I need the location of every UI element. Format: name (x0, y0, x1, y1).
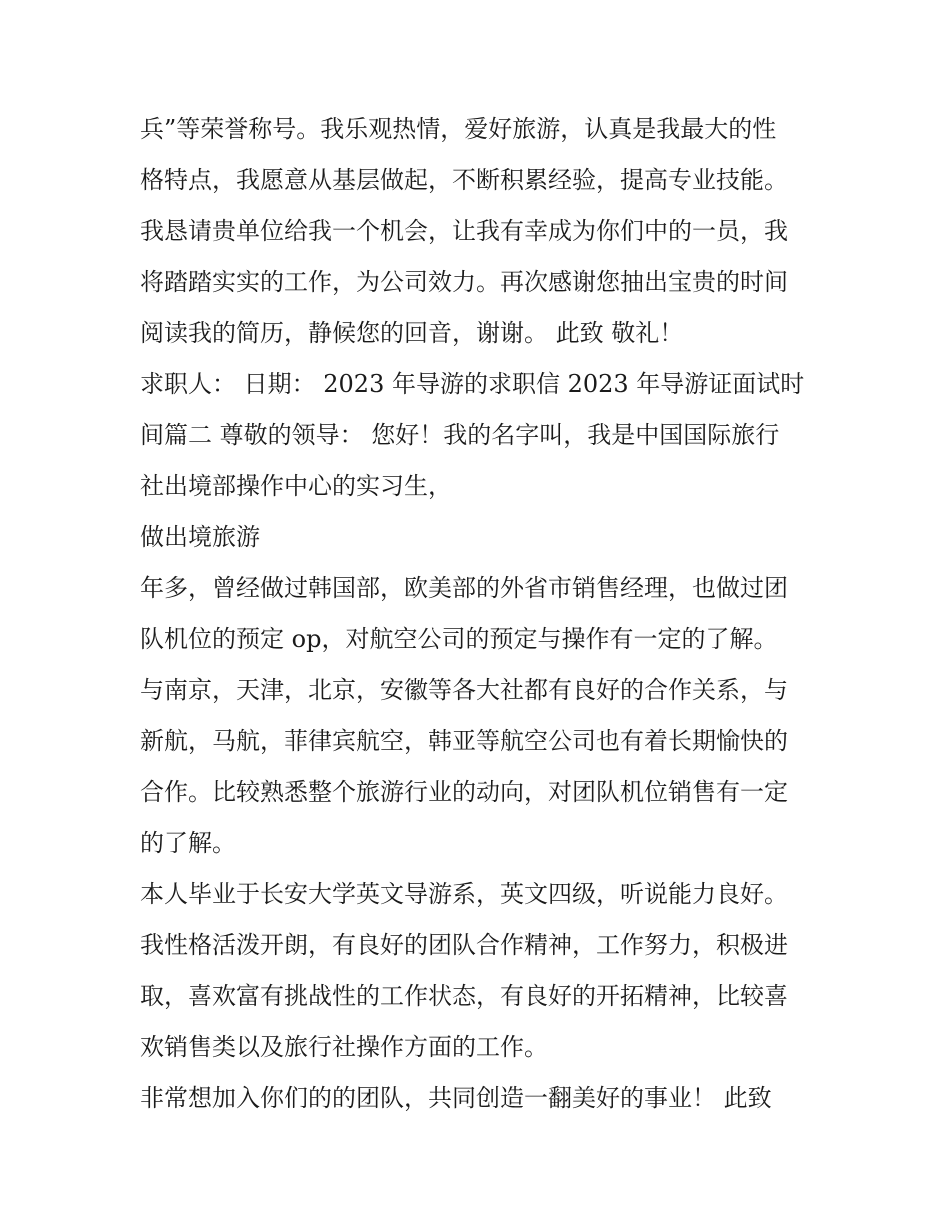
text-line-7: 间篇二 尊敬的领导： 您好！我的名字叫，我是中国国际旅行 (140, 421, 780, 449)
text-line-5: 阅读我的简历，静候您的回音，谢谢。 此致 敬礼！ (140, 319, 684, 347)
text-line-16: 本人毕业于长安大学英文导游系，英文四级，听说能力良好。 (140, 880, 788, 908)
text-line-12: 与南京，天津，北京，安徽等各大社都有良好的合作关系，与 (140, 676, 788, 704)
text-line-3: 我恳请贵单位给我一个机会，让我有幸成为你们中的一员，我 (140, 217, 788, 245)
text-line-13: 新航，马航，菲律宾航空，韩亚等航空公司也有着长期愉快的 (140, 727, 788, 755)
text-line-10: 年多，曾经做过韩国部，欧美部的外省市销售经理，也做过团 (140, 574, 788, 602)
text-line-9: 做出境旅游 (140, 523, 260, 551)
text-line-15: 的了解。 (140, 829, 236, 857)
text-line-20: 非常想加入你们的的团队，共同创造一翻美好的事业！ 此致 (140, 1084, 772, 1112)
text-line-11: 队机位的预定 op，对航空公司的预定与操作有一定的了解。 (140, 625, 778, 653)
text-line-6: 求职人： 日期： 2023 年导游的求职信 2023 年导游证面试时 (140, 370, 805, 398)
text-line-18: 取，喜欢富有挑战性的工作状态，有良好的开拓精神，比较喜 (140, 982, 788, 1010)
text-line-1: 兵”等荣誉称号。我乐观热情，爱好旅游，认真是我最大的性 (140, 115, 777, 143)
text-line-4: 将踏踏实实的工作，为公司效力。再次感谢您抽出宝贵的时间 (140, 268, 788, 296)
text-line-8: 社出境部操作中心的实习生， (140, 472, 452, 500)
text-line-17: 我性格活泼开朗，有良好的团队合作精神，工作努力，积极进 (140, 931, 788, 959)
body-text (140, 104, 830, 1124)
text-line-19: 欢销售类以及旅行社操作方面的工作。 (140, 1033, 548, 1061)
text-line-2: 格特点，我愿意从基层做起，不断积累经验，提高专业技能。 (140, 166, 788, 194)
text-line-14: 合作。比较熟悉整个旅游行业的动向，对团队机位销售有一定 (140, 778, 788, 806)
